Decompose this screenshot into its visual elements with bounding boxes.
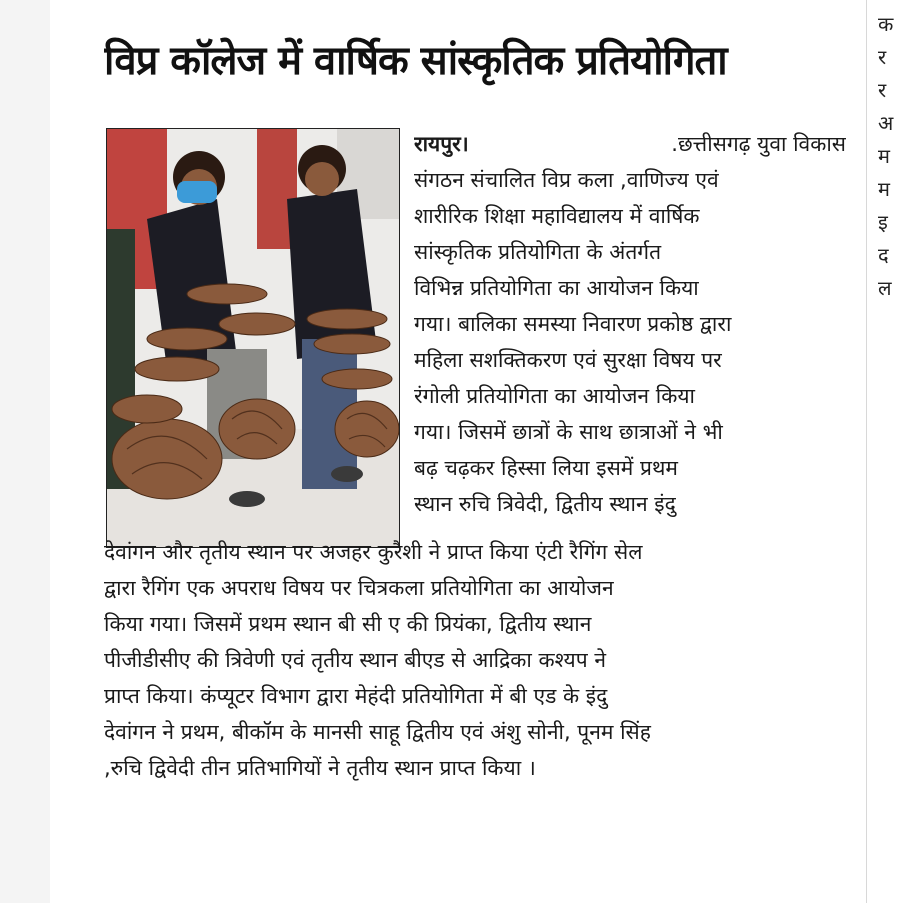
article-line-18: ,रुचि द्विवेदी तीन प्रतिभागियों ने तृतीय स्थान प्राप्त किया । (104, 756, 536, 780)
adjacent-char: ल (878, 276, 892, 300)
adjacent-char: अ (878, 111, 894, 135)
adjacent-char: क (878, 12, 894, 36)
column-divider (866, 0, 867, 903)
article-line-15: पीजीडीसीए की त्रिवेणी एवं तृतीय स्थान बीएड से आद्रिका कश्यप ने (104, 648, 606, 672)
article-line-10: बढ़ चढ़कर हिस्सा लिया इसमें प्रथम (414, 456, 678, 480)
article-line-2: संगठन संचालित विप्र कला ,वाणिज्य एवं (414, 168, 719, 192)
article-line-3: शारीरिक शिक्षा महाविद्यालय में वार्षिक (414, 204, 700, 228)
adjacent-char: म (878, 177, 890, 201)
adjacent-char: म (878, 144, 890, 168)
article-line-8: रंगोली प्रतियोगिता का आयोजन किया (414, 384, 695, 408)
article-line-16: प्राप्त किया। कंप्यूटर विभाग द्वारा मेहंदी प्रतियोगिता में बी एड के इंदु (104, 684, 608, 708)
article-line-4: सांस्कृतिक प्रतियोगिता के अंतर्गत (414, 240, 662, 264)
article-line-9: गया। जिसमें छात्रों के साथ छात्राओं ने भी (414, 420, 723, 444)
adjacent-char: र (878, 45, 887, 69)
headline: विप्र कॉलेज में वार्षिक सांस्कृतिक प्रतियोगिता (104, 38, 727, 84)
adjacent-column-fragment (878, 8, 898, 305)
article-photo (106, 128, 400, 548)
adjacent-char: इ (878, 210, 888, 234)
adjacent-char: र (878, 78, 887, 102)
article-line-12: देवांगन और तृतीय स्थान पर अजहर कुरैशी ने प्राप्त किया एंटी रैगिंग सेल (104, 540, 643, 564)
article-line-1 (414, 128, 846, 160)
mehndi-photo-illustration (107, 129, 399, 547)
article-line-13: द्वारा रैगिंग एक अपराध विषय पर चित्रकला प्रतियोगिता का आयोजन (104, 576, 614, 600)
article-line-1-text: .छत्तीसगढ़ युवा विकास (671, 132, 846, 156)
page-margin (0, 0, 50, 903)
article-line-7: महिला सशक्तिकरण एवं सुरक्षा विषय पर (414, 348, 722, 372)
article-line-5: विभिन्न प्रतियोगिता का आयोजन किया (414, 276, 699, 300)
dateline: रायपुर। (414, 132, 469, 156)
adjacent-char: द (878, 243, 889, 267)
article-line-11: स्थान रुचि त्रिवेदी, द्वितीय स्थान इंदु (414, 492, 676, 516)
article-line-6: गया। बालिका समस्या निवारण प्रकोष्ठ द्वारा (414, 312, 732, 336)
article-line-17: देवांगन ने प्रथम, बीकॉम के मानसी साहू द्वितीय एवं अंशु सोनी, पूनम सिंह (104, 720, 651, 744)
article-line-14: किया गया। जिसमें प्रथम स्थान बी सी ए की प्रियंका, द्वितीय स्थान (104, 612, 592, 636)
